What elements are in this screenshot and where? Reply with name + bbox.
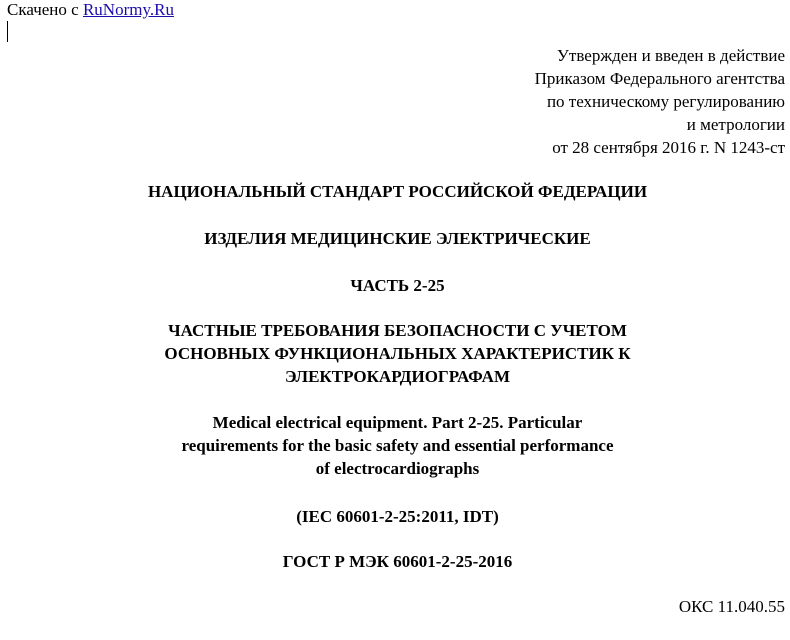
oks-code: ОКС 11.040.55 bbox=[678, 597, 785, 616]
part-heading-text: ЧАСТЬ 2-25 bbox=[350, 276, 445, 295]
gost-number bbox=[0, 550, 790, 573]
national-standard-title bbox=[0, 180, 790, 203]
source-note bbox=[7, 0, 174, 20]
requirements-title-line: ЧАСТНЫЕ ТРЕБОВАНИЯ БЕЗОПАСНОСТИ С УЧЕТОМ bbox=[168, 321, 627, 340]
source-note-prefix: Скачено с bbox=[7, 0, 83, 19]
english-title bbox=[0, 411, 790, 480]
approval-line: по техническому регулированию bbox=[546, 92, 785, 111]
source-link[interactable]: RuNormy.Ru bbox=[82, 0, 174, 19]
approval-line: Приказом Федерального агентства bbox=[534, 69, 785, 88]
requirements-title bbox=[0, 319, 790, 388]
approval-line: и метрологии bbox=[686, 115, 785, 134]
iec-reference-text: (IEC 60601-2-25:2011, IDT) bbox=[296, 507, 499, 526]
requirements-title-line: ОСНОВНЫХ ФУНКЦИОНАЛЬНЫХ ХАРАКТЕРИСТИК К bbox=[164, 344, 631, 363]
part-heading bbox=[0, 274, 790, 297]
approval-block bbox=[285, 44, 785, 159]
english-title-line: of electrocardiographs bbox=[315, 459, 480, 478]
iec-reference bbox=[0, 505, 790, 528]
text-cursor bbox=[7, 21, 8, 42]
english-title-line: Medical electrical equipment. Part 2-25. Particular bbox=[212, 413, 583, 432]
product-title-text: ИЗДЕЛИЯ МЕДИЦИНСКИЕ ЭЛЕКТРИЧЕСКИЕ bbox=[204, 229, 591, 248]
english-title-line: requirements for the basic safety and essential performance bbox=[181, 436, 614, 455]
approval-line: Утвержден и введен в действие bbox=[556, 46, 785, 65]
approval-line: от 28 сентября 2016 г. N 1243-ст bbox=[552, 138, 785, 157]
product-title bbox=[0, 227, 790, 250]
national-standard-title-text: НАЦИОНАЛЬНЫЙ СТАНДАРТ РОССИЙСКОЙ ФЕДЕРАЦИИ bbox=[147, 182, 648, 201]
requirements-title-line: ЭЛЕКТРОКАРДИОГРАФАМ bbox=[284, 367, 511, 386]
gost-number-text: ГОСТ Р МЭК 60601-2-25-2016 bbox=[282, 552, 513, 571]
